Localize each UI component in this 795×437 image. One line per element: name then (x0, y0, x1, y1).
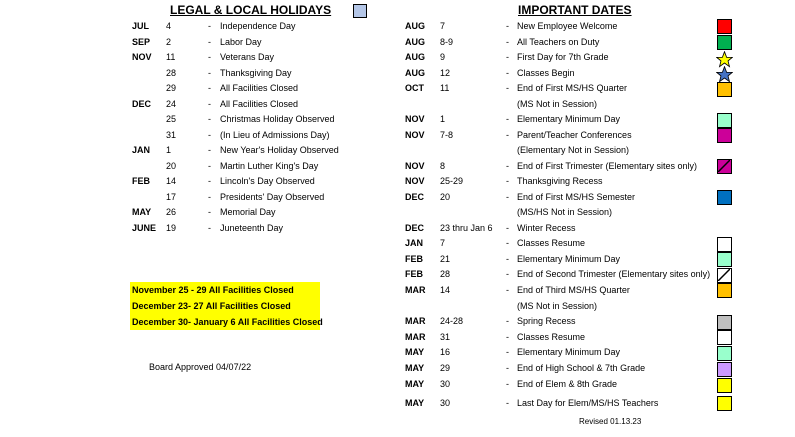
date-text: Elementary Minimum Day (517, 254, 621, 264)
date-text: End of First MS/HS Semester (517, 192, 636, 202)
dash-separator: - (506, 363, 509, 373)
date-day: 11 (440, 83, 450, 93)
dash-separator: - (506, 114, 509, 124)
date-month: JAN (405, 238, 424, 248)
holiday-row (132, 113, 372, 125)
dash-separator: - (506, 254, 509, 264)
date-text: Winter Recess (517, 223, 576, 233)
lavender-swatch (717, 362, 732, 377)
date-day: 8-9 (440, 37, 454, 47)
date-text: End of First Trimester (Elementary sites only) (517, 161, 698, 171)
dash-separator: - (506, 130, 509, 140)
dash-separator: - (208, 114, 211, 124)
legal-holidays-swatch (353, 4, 367, 18)
date-month: NOV (405, 114, 425, 124)
date-month: MAY (405, 363, 425, 373)
date-text: Last Day for Elem/MS/HS Teachers (517, 398, 659, 408)
date-text: Elementary Minimum Day (517, 347, 621, 357)
dash-separator: - (208, 52, 211, 62)
important-date-row (405, 67, 705, 79)
important-dates-title: IMPORTANT DATES (518, 3, 632, 17)
dash-separator: - (506, 52, 509, 62)
dash-separator: - (506, 68, 509, 78)
dash-separator: - (208, 192, 211, 202)
holiday-day: 24 (166, 99, 177, 109)
date-day: 1 (440, 114, 446, 124)
dash-separator: - (506, 161, 509, 171)
holiday-text: Labor Day (220, 37, 262, 47)
white-swatch (717, 330, 732, 345)
date-text: (MS Not in Session) (517, 99, 598, 109)
dash-separator: - (208, 207, 211, 217)
date-month: AUG (405, 68, 425, 78)
holiday-day: 25 (166, 114, 177, 124)
diagonal-swatch (717, 268, 732, 283)
important-date-row (405, 129, 705, 141)
important-date-row (405, 222, 705, 234)
dash-separator: - (208, 223, 211, 233)
yellow-swatch (717, 396, 732, 411)
closure-line-1: November 25 - 29 All Facilities Closed (132, 285, 294, 295)
red-swatch (717, 19, 732, 34)
holiday-day: 17 (166, 192, 177, 202)
holiday-month: SEP (132, 37, 151, 47)
holiday-day: 14 (166, 176, 177, 186)
important-date-row (405, 268, 711, 280)
holiday-text: Juneteenth Day (220, 223, 284, 233)
date-text: Thanksgiving Recess (517, 176, 603, 186)
date-day: 12 (440, 68, 451, 78)
mint-swatch (717, 113, 732, 128)
magenta-diagonal-swatch (717, 159, 732, 174)
date-day: 21 (440, 254, 451, 264)
holiday-text: Independence Day (220, 21, 296, 31)
date-month: AUG (405, 37, 425, 47)
date-day: 30 (440, 379, 451, 389)
date-text: Classes Resume (517, 238, 586, 248)
important-date-row (405, 378, 705, 390)
date-text: End of High School & 7th Grade (517, 363, 646, 373)
date-day: 14 (440, 285, 451, 295)
important-date-row (405, 331, 705, 343)
holiday-row (132, 160, 372, 172)
green-swatch (717, 35, 732, 50)
date-month: MAY (405, 379, 425, 389)
important-date-row (405, 253, 705, 265)
holiday-text: Presidents' Day Observed (220, 192, 325, 202)
important-date-row (405, 362, 705, 374)
holiday-text: Memorial Day (220, 207, 276, 217)
important-date-row (405, 175, 705, 187)
date-text: End of Third MS/HS Quarter (517, 285, 630, 295)
date-month: FEB (405, 254, 423, 264)
dash-separator: - (506, 192, 509, 202)
dash-separator: - (208, 99, 211, 109)
important-date-row (405, 397, 705, 409)
dash-separator: - (506, 176, 509, 186)
dash-separator: - (208, 21, 211, 31)
blue-swatch (717, 190, 732, 205)
date-text: Elementary Minimum Day (517, 114, 621, 124)
date-month: DEC (405, 192, 425, 202)
white-swatch (717, 237, 732, 252)
orange-swatch (717, 82, 732, 97)
holiday-day: 31 (166, 130, 177, 140)
gray-swatch (717, 315, 732, 330)
date-text: New Employee Welcome (517, 21, 618, 31)
date-text: (MS Not in Session) (517, 301, 598, 311)
date-month: AUG (405, 21, 425, 31)
yellow-swatch (717, 378, 732, 393)
holiday-row (132, 191, 372, 203)
holiday-day: 28 (166, 68, 177, 78)
important-date-row (405, 237, 705, 249)
date-day: 7 (440, 238, 446, 248)
date-day: 8 (440, 161, 446, 171)
legal-holidays-title: LEGAL & LOCAL HOLIDAYS (170, 3, 332, 17)
date-day: 28 (440, 269, 451, 279)
date-month: MAR (405, 332, 426, 342)
holiday-month: JUNE (132, 223, 157, 233)
holiday-month: JAN (132, 145, 151, 155)
date-day: 7 (440, 21, 446, 31)
date-month: MAY (405, 398, 425, 408)
date-month: MAR (405, 316, 426, 326)
dash-separator: - (208, 83, 211, 93)
holiday-text: Veterans Day (220, 52, 275, 62)
date-day: 9 (440, 52, 446, 62)
holiday-day: 11 (166, 52, 176, 62)
important-date-row (405, 51, 705, 63)
holiday-row (132, 144, 372, 156)
dash-separator: - (208, 130, 211, 140)
date-text: Parent/Teacher Conferences (517, 130, 632, 140)
date-text: Classes Resume (517, 332, 586, 342)
important-date-row (405, 191, 705, 203)
date-month: DEC (405, 223, 425, 233)
closure-line-3: December 30- January 6 All Facilities Closed (132, 317, 323, 327)
date-month: NOV (405, 176, 425, 186)
date-month: NOV (405, 161, 425, 171)
holiday-month: NOV (132, 52, 152, 62)
holiday-month: JUL (132, 21, 150, 31)
holiday-day: 19 (166, 223, 177, 233)
date-month: FEB (405, 269, 423, 279)
date-text: End of Elem & 8th Grade (517, 379, 618, 389)
holiday-day: 2 (166, 37, 172, 47)
magenta-swatch (717, 128, 732, 143)
dash-separator: - (506, 316, 509, 326)
important-date-row (405, 315, 705, 327)
dash-separator: - (506, 332, 509, 342)
holiday-text: Lincoln's Day Observed (220, 176, 315, 186)
dash-separator: - (506, 398, 509, 408)
dash-separator: - (506, 223, 509, 233)
important-date-row (405, 160, 705, 172)
date-month: NOV (405, 130, 425, 140)
dash-separator: - (208, 37, 211, 47)
dash-separator: - (506, 285, 509, 295)
holiday-day: 4 (166, 21, 172, 31)
holiday-row (132, 175, 372, 187)
date-day: 30 (440, 398, 451, 408)
dash-separator: - (208, 145, 211, 155)
date-month: MAY (405, 347, 425, 357)
holiday-day: 29 (166, 83, 177, 93)
important-date-row (405, 206, 705, 218)
date-month: AUG (405, 52, 425, 62)
date-day: 23 thru Jan 6 (440, 223, 493, 233)
date-month: MAR (405, 285, 426, 295)
dash-separator: - (506, 83, 509, 93)
dash-separator: - (208, 176, 211, 186)
dash-separator: - (208, 161, 211, 171)
date-text: All Teachers on Duty (517, 37, 600, 47)
holiday-row (132, 36, 372, 48)
holiday-day: 1 (166, 145, 172, 155)
dash-separator: - (506, 238, 509, 248)
holiday-text: Christmas Holiday Observed (220, 114, 335, 124)
dash-separator: - (506, 379, 509, 389)
date-month: OCT (405, 83, 424, 93)
important-date-row (405, 82, 705, 94)
important-date-row (405, 36, 705, 48)
holiday-row (132, 206, 372, 218)
revised-note: Revised 01.13.23 (579, 417, 642, 426)
holiday-text: (In Lieu of Admissions Day) (220, 130, 330, 140)
dash-separator: - (506, 21, 509, 31)
holiday-row (132, 51, 372, 63)
holiday-row (132, 20, 372, 32)
date-text: Classes Begin (517, 68, 575, 78)
date-day: 7-8 (440, 130, 454, 140)
date-day: 31 (440, 332, 451, 342)
dash-separator: - (506, 347, 509, 357)
date-day: 29 (440, 363, 451, 373)
mint-swatch (717, 346, 732, 361)
date-day: 16 (440, 347, 451, 357)
holiday-row (132, 129, 372, 141)
date-text: (MS/HS Not in Session) (517, 207, 613, 217)
holiday-month: MAY (132, 207, 152, 217)
dash-separator: - (208, 68, 211, 78)
holiday-row (132, 98, 372, 110)
date-day: 24-28 (440, 316, 464, 326)
dash-separator: - (506, 269, 509, 279)
mint-swatch (717, 252, 732, 267)
closure-line-2: December 23- 27 All Facilities Closed (132, 301, 291, 311)
holiday-text: New Year's Holiday Observed (220, 145, 339, 155)
date-text: Spring Recess (517, 316, 576, 326)
holiday-text: All Facilities Closed (220, 99, 299, 109)
holiday-row (132, 82, 372, 94)
orange-swatch (717, 283, 732, 298)
holiday-text: Thanksgiving Day (220, 68, 292, 78)
dash-separator: - (506, 37, 509, 47)
holiday-day: 26 (166, 207, 177, 217)
date-text: End of Second Trimester (Elementary sites only) (517, 269, 711, 279)
holiday-month: FEB (132, 176, 150, 186)
date-text: End of First MS/HS Quarter (517, 83, 628, 93)
date-day: 25-29 (440, 176, 464, 186)
date-text: First Day for 7th Grade (517, 52, 609, 62)
date-day: 20 (440, 192, 451, 202)
holiday-row (132, 222, 372, 234)
important-date-row (405, 284, 705, 296)
holiday-text: All Facilities Closed (220, 83, 299, 93)
important-date-row (405, 144, 705, 156)
important-date-row (405, 98, 705, 110)
date-text: (Elementary Not in Session) (517, 145, 630, 155)
holiday-row (132, 67, 372, 79)
holiday-day: 20 (166, 161, 177, 171)
important-date-row (405, 346, 705, 358)
board-approved-note: Board Approved 04/07/22 (149, 362, 252, 372)
important-date-row (405, 113, 705, 125)
holiday-month: DEC (132, 99, 152, 109)
important-date-row (405, 300, 705, 312)
holiday-text: Martin Luther King's Day (220, 161, 319, 171)
important-date-row (405, 20, 705, 32)
